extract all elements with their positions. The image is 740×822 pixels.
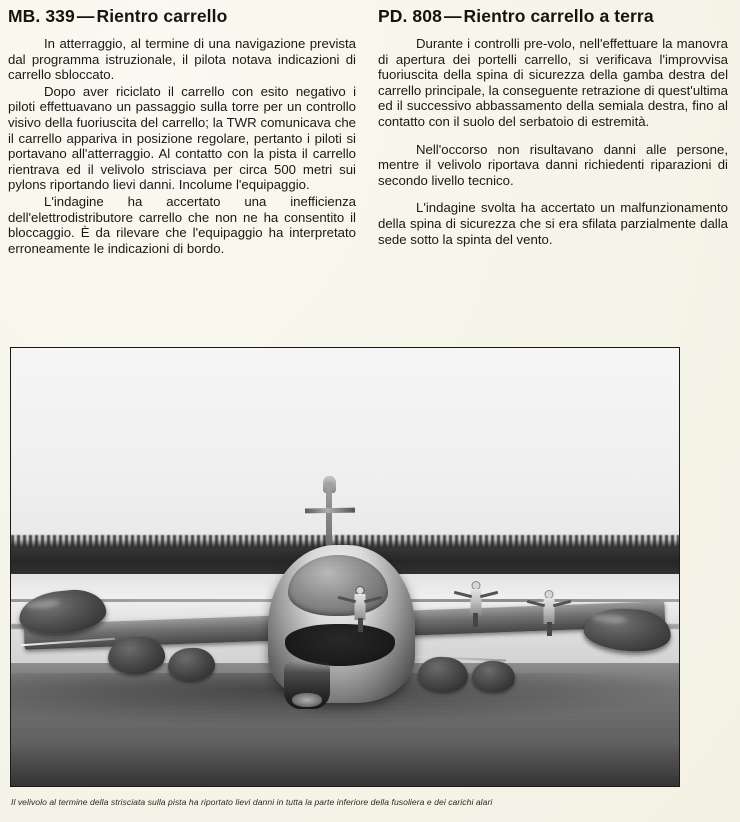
crew-head	[472, 582, 479, 589]
photograph	[10, 347, 680, 787]
column-left	[0, 0, 370, 336]
heading-dash: —	[443, 6, 462, 26]
crew-leg	[547, 622, 551, 636]
heading-title: Rientro carrello	[96, 6, 228, 26]
photo-aircraft	[11, 348, 679, 786]
paragraph: Durante i controlli pre-volo, nell'effettuare la manovra di apertura dei portelli carrello, si verificava l'improvvisa fuoriuscita della spina di sicurezza della gamba destra del carrello principale, la conseguente retrazione di quest'ultima ed il successivo abbassamento della semiala destra, fino al contatto con il suolo del serbatoio di estremità.	[378, 36, 728, 129]
aircraft-stabilizer	[305, 507, 355, 513]
aircraft-wing-store	[167, 647, 215, 682]
paragraph: In atterraggio, al termine di una navigazione prevista dal programma istruzionale, il pilota notava indicazioni di carrello sbloccato.	[8, 36, 356, 83]
paragraph: Nell'occorso non risultavano danni alle persone, mentre il velivolo riportava danni richiedenti riparazioni di secondo livello tecnico.	[378, 141, 728, 188]
crew-leg	[358, 618, 362, 632]
heading-code: MB. 339	[8, 6, 75, 26]
aircraft-wing-store	[471, 660, 515, 692]
crew-leg	[473, 613, 477, 627]
crew-body	[470, 589, 481, 615]
heading-title: Rientro carrello a terra	[463, 6, 654, 26]
aircraft-nose	[285, 624, 395, 666]
column-right	[370, 0, 740, 336]
paragraph: Dopo aver riciclato il carrello con esito negativo i piloti effettuavano un passaggio sulla torre per un controllo visivo della fuoriuscita del carrello; la TWR comunicava che il carrello appariva in posizione regolare, pertanto i piloti si portavano all'atterraggio. Al contatto con la pista il carrello rientrava ed il velivolo strisciava per circa 500 metri sui pylons riportando lievi danni. Incolume l'equipaggio.	[8, 83, 356, 193]
crew-body	[355, 594, 366, 620]
aircraft-wing-store	[418, 656, 469, 693]
paragraph: L'indagine svolta ha accertato un malfunzionamento della spina di sicurezza che si era sfilata parzialmente dalla sede sotto la spinta del vento.	[378, 200, 728, 247]
ground-crew-figure	[353, 587, 367, 633]
aircraft-vertical-fin	[326, 482, 332, 552]
aircraft-wing-store	[107, 636, 166, 676]
aircraft-nose-gear	[284, 661, 331, 709]
crew-body	[544, 598, 555, 624]
section-heading-pd808	[378, 6, 728, 27]
heading-dash: —	[76, 6, 95, 26]
photo-caption: Il velivolo al termine della strisciata sulla pista ha riportato lievi danni in tutta la parte inferiore della fusoliera e dei carichi alari	[11, 797, 493, 807]
photograph-image	[11, 348, 679, 786]
article-columns	[0, 0, 740, 336]
ground-crew-figure	[469, 582, 483, 630]
heading-code: PD. 808	[378, 6, 442, 26]
ground-crew-figure	[542, 591, 556, 635]
paragraph: L'indagine ha accertato una inefficienza dell'elettrodistributore carrello che non ne ha consentito il bloccaggio. È da rilevare che l'equipaggio ha interpretato erroneamente le indicazioni di bordo.	[8, 193, 356, 256]
crew-head	[546, 591, 553, 598]
crew-head	[357, 587, 364, 594]
section-heading-mb339	[8, 6, 356, 27]
